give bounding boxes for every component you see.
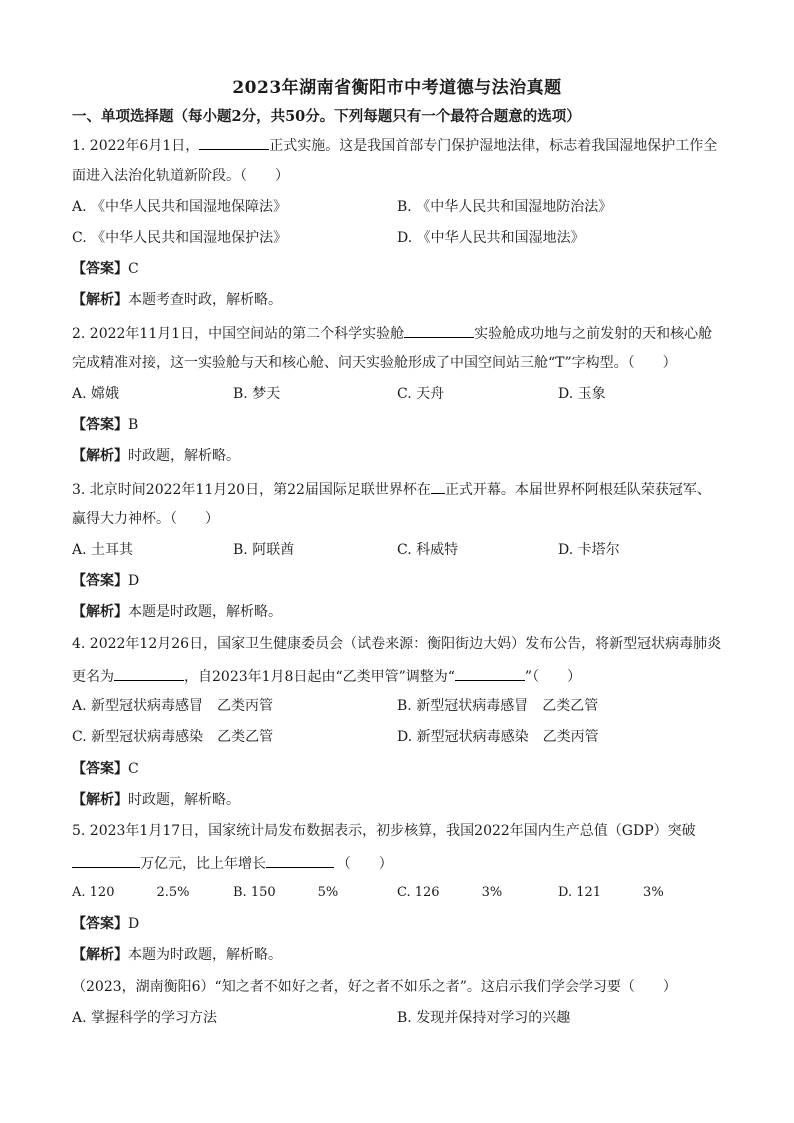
answer-value: B: [128, 417, 139, 433]
answer-value: C: [128, 761, 139, 777]
answer-blank: [199, 135, 269, 150]
analysis-tag: 【解析】: [72, 292, 128, 308]
answer-value: C: [128, 261, 139, 277]
question-4-text-cont: ，自2023年1月8日起由“乙类甲管”调整为“: [184, 669, 455, 685]
question-4-text: 更名为: [72, 669, 114, 685]
answer-blank: [404, 323, 474, 338]
question-4-option-c: C. 新型冠状病毒感染 乙类乙管: [72, 729, 274, 745]
option-b-growth: 5%: [317, 885, 339, 900]
analysis-text: 时政题，解析略。: [128, 792, 240, 808]
option-a-value: A. 120: [72, 885, 115, 900]
analysis-text: 时政题，解析略。: [128, 448, 240, 464]
analysis-text: 本题是时政题，解析略。: [128, 604, 282, 620]
question-5-analysis: [72, 946, 282, 964]
answer-blank: [455, 666, 525, 681]
page-title: 2023年湖南省衡阳市中考道德与法治真题: [232, 78, 562, 98]
answer-tag: 【答案】: [72, 573, 128, 589]
question-4-option-a: A. 新型冠状病毒感冒 乙类丙管: [72, 698, 274, 714]
question-1-option-b: B. 《中华人民共和国湿地防治法》: [397, 199, 613, 215]
answer-value: D: [128, 916, 140, 932]
question-5-line-2: [72, 853, 393, 873]
question-4-text-end: ”（ ）: [524, 669, 582, 685]
question-1-answer: [72, 260, 139, 278]
question-2-option-a: A. 嫦娥: [72, 386, 120, 402]
question-2-text-cont: 实验舱成功地与之前发射的天和核心舱: [474, 326, 713, 342]
question-1-text: 1. 2022年6月1日，: [72, 138, 200, 154]
question-5-answer: [72, 915, 139, 933]
question-2-analysis: [72, 447, 240, 465]
question-3-line-2: 赢得大力神杯。（ ）: [72, 511, 219, 527]
question-1-option-d: D. 《中华人民共和国湿地法》: [397, 230, 585, 246]
question-5-option-d: [558, 884, 664, 902]
analysis-tag: 【解析】: [72, 448, 128, 464]
question-6-option-b: B. 发现并保持对学习的兴趣: [397, 1010, 571, 1026]
option-d-value: D. 121: [558, 885, 602, 900]
answer-blank: [114, 666, 184, 681]
analysis-tag: 【解析】: [72, 947, 128, 963]
question-2-answer: [72, 416, 138, 434]
question-3-option-d: D. 卡塔尔: [558, 542, 620, 558]
answer-tag: 【答案】: [72, 761, 128, 777]
answer-value: D: [128, 573, 140, 589]
answer-blank: [266, 853, 334, 868]
question-5-text-end: （ ）: [336, 856, 393, 872]
analysis-tag: 【解析】: [72, 604, 128, 620]
question-2-option-b: B. 梦天: [233, 386, 281, 402]
answer-tag: 【答案】: [72, 417, 128, 433]
question-3-analysis: [72, 603, 282, 621]
question-2-option-d: D. 玉象: [558, 386, 606, 402]
question-1-option-c: C. 《中华人民共和国湿地保护法》: [72, 230, 288, 246]
question-3-text: 3. 北京时间2022年11月20日，第22届国际足联世界杯在: [72, 482, 431, 498]
question-4-option-b: B. 新型冠状病毒感冒 乙类乙管: [397, 698, 599, 714]
question-5-option-c: [397, 884, 502, 902]
analysis-text: 本题为时政题，解析略。: [128, 947, 282, 963]
question-2-text: 2. 2022年11月1日，中国空间站的第二个科学实验舱: [72, 326, 405, 342]
question-3-text-cont: 正式开幕。本届世界杯阿根廷队荣获冠军、: [444, 482, 711, 498]
question-4-line-1: 4. 2022年12月26日，国家卫生健康委员会（试卷来源：衡阳街边大妈）发布公告，将新型冠状病毒肺炎: [72, 636, 722, 652]
question-1-line-1: [72, 135, 717, 155]
question-6-option-a: A. 掌握科学的学习方法: [72, 1010, 218, 1026]
question-3-line-1: [72, 479, 711, 499]
question-5-option-b: [233, 884, 338, 902]
question-1-line-2: 面进入法治化轨道新阶段。（ ）: [72, 168, 289, 184]
question-3-answer: [72, 572, 139, 590]
question-5-option-a: [72, 884, 190, 902]
question-4-line-2: [72, 666, 581, 686]
question-3-option-c: C. 科威特: [397, 542, 459, 558]
option-a-growth: 2.5%: [156, 885, 190, 900]
answer-tag: 【答案】: [72, 916, 128, 932]
question-4-answer: [72, 760, 139, 778]
question-1-analysis: [72, 291, 282, 309]
question-5-line-1: 5. 2023年1月17日，国家统计局发布数据表示，初步核算，我国2022年国内生产总值（GDP）突破: [72, 823, 696, 839]
section-heading: 一、单项选择题（每小题2分，共50分。下列每题只有一个最符合题意的选项）: [72, 108, 581, 125]
question-3-option-b: B. 阿联酋: [233, 542, 295, 558]
option-c-value: C. 126: [397, 885, 440, 900]
answer-blank: [72, 853, 140, 868]
question-4-analysis: [72, 791, 240, 809]
question-3-option-a: A. 土耳其: [72, 542, 134, 558]
question-6-line-1: （2023，湖南衡阳6）“知之者不如好之者，好之者不如乐之者”。这启示我们学会学习要（ ）: [72, 979, 677, 995]
question-2-option-c: C. 天舟: [397, 386, 445, 402]
question-2-line-2: 完成精准对接，这一实验舱与天和核心舱、问天实验舱形成了中国空间站三舱“T”字构型。（ ）: [72, 355, 677, 371]
question-1-text-cont: 正式实施。这是我国首部专门保护湿地法律，标志着我国湿地保护工作全: [269, 138, 718, 154]
question-1-option-a: A. 《中华人民共和国湿地保障法》: [72, 199, 288, 215]
question-5-text: 万亿元，比上年增长: [140, 856, 266, 872]
analysis-tag: 【解析】: [72, 792, 128, 808]
option-b-value: B. 150: [233, 885, 276, 900]
answer-tag: 【答案】: [72, 261, 128, 277]
question-2-line-1: [72, 323, 712, 343]
question-4-option-d: D. 新型冠状病毒感染 乙类丙管: [397, 729, 599, 745]
answer-blank: [431, 479, 445, 494]
option-c-growth: 3%: [481, 885, 503, 900]
analysis-text: 本题考查时政，解析略。: [128, 292, 282, 308]
option-d-growth: 3%: [643, 885, 664, 900]
